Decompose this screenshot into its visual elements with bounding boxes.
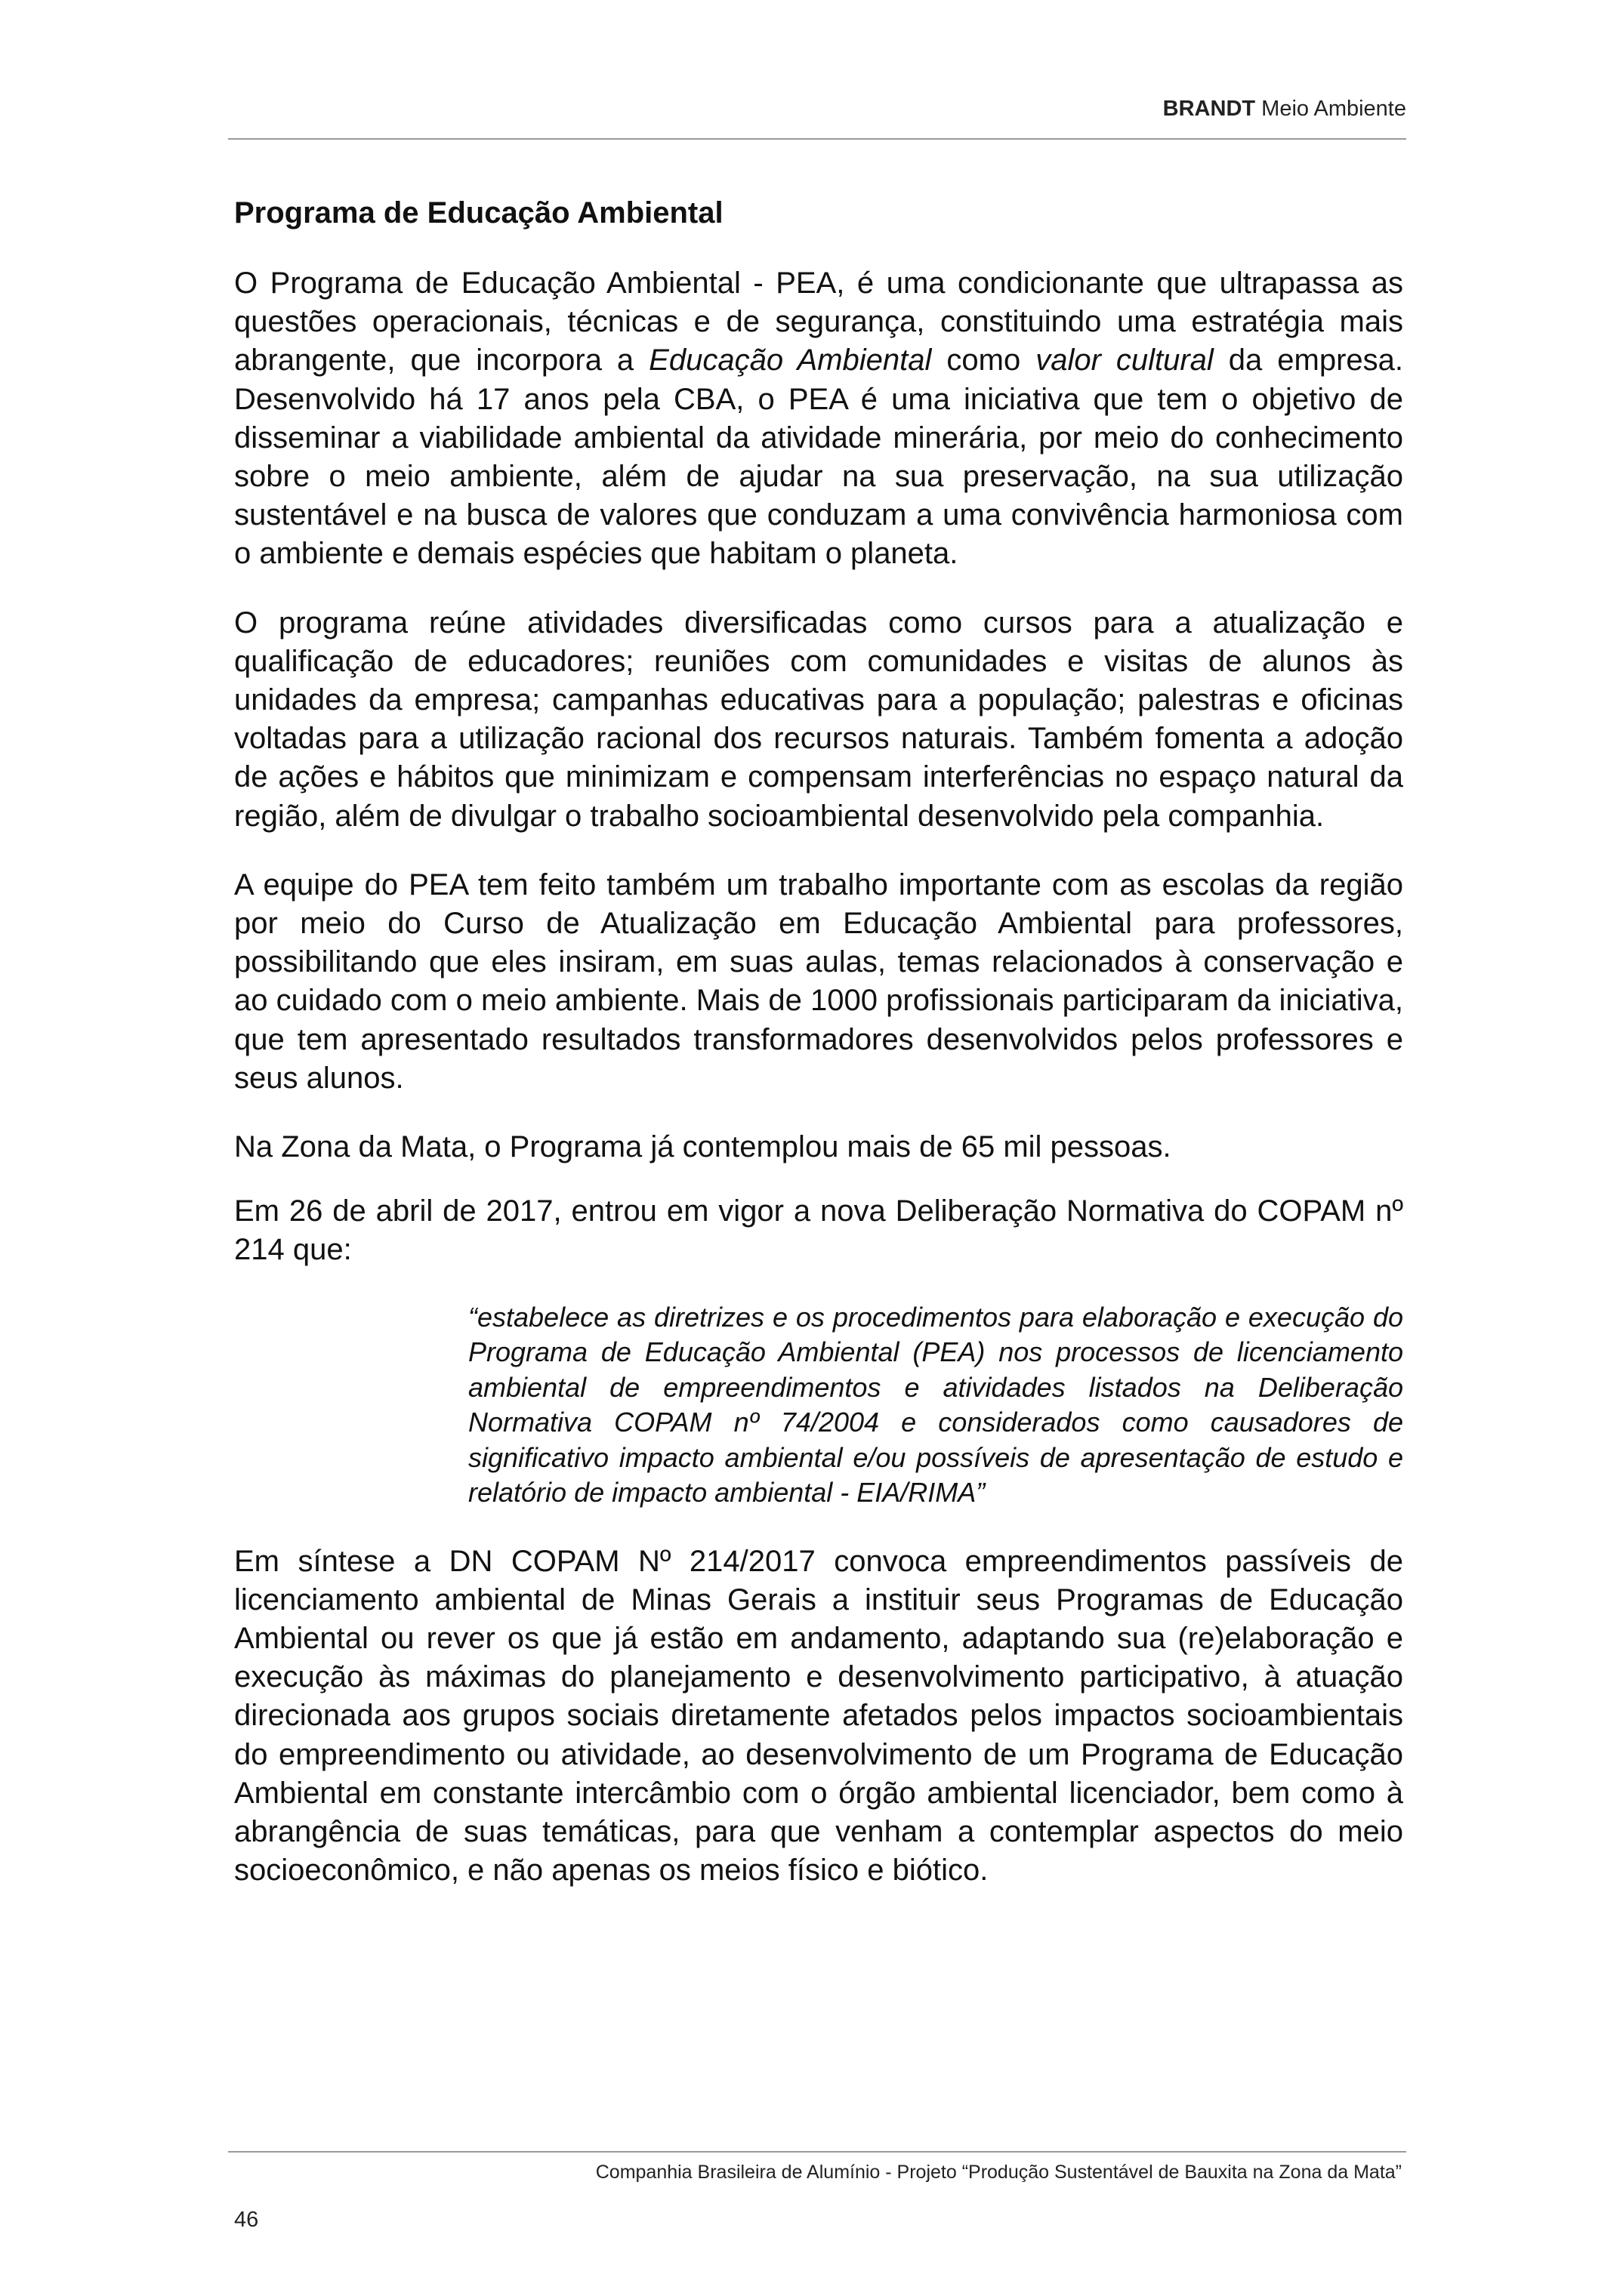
header-brand: BRANDT xyxy=(1162,97,1256,121)
emphasis-educacao-ambiental: Educação Ambiental xyxy=(649,344,932,378)
paragraph-team: A equipe do PEA tem feito também um trabalho importante com as escolas da região por meio do Curso de Atualização em Educação Ambiental para professores, possibilitando que eles insiram, em suas aulas, temas relacionados à conservação e ao cuidado com o meio ambiente. Mais de 1000 profissionais participaram da iniciativa, que tem apresentado resultados transformadores desenvolvidos pelos professores e seus alunos. xyxy=(234,868,1403,1095)
paragraph-intro xyxy=(234,264,1403,574)
page-header xyxy=(0,97,1406,122)
block-quote: “estabelece as diretrizes e os procedimentos para elaboração e execução do Programa de Educação Ambiental (PEA) nos processos de licenciamento ambiental de empreendimentos e atividades listados na Deliberação Normativa COPAM nº 74/2004 e considerados como causadores de significativo impacto ambiental e/ou possíveis de apresentação de estudo e relatório de impacto ambiental - EIA/RIMA” xyxy=(468,1301,1403,1509)
header-divider xyxy=(228,138,1406,140)
header-subtitle: Meio Ambiente xyxy=(1255,97,1406,121)
paragraph-deliberation: Em 26 de abril de 2017, entrou em vigor a nova Deliberação Normativa do COPAM nº 214 que: xyxy=(234,1194,1403,1267)
emphasis-valor-cultural: valor cultural xyxy=(1035,344,1214,378)
paragraph-activities: O programa reúne atividades diversificadas como cursos para a atualização e qualificação de educadores; reuniões com comunidades e visitas de alunos às unidades da empresa; campanhas educativas para a população; palestras e oficinas voltadas para a utilização racional dos recursos naturais. Também fomenta a adoção de ações e hábitos que minimizam e compensam interferências no espaço natural da região, além de divulgar o trabalho socioambiental desenvolvido pela companhia. xyxy=(234,606,1403,833)
paragraph-intro-part3: da empresa. Desenvolvido há 17 anos pela CBA, o PEA é uma iniciativa que tem o objetivo de disseminar a viabilidade ambiental da atividade minerária, por meio do conhecimento sobre o meio ambiente, além de ajudar na sua preservação, na sua utilização sustentável e na busca de valores que conduzam a uma convivência harmoniosa com o ambiente e demais espécies que habitam o planeta. xyxy=(234,344,1404,571)
page-content xyxy=(234,190,1403,1921)
paragraph-intro-part2: como xyxy=(931,344,1036,378)
section-title: Programa de Educação Ambiental xyxy=(234,196,724,230)
paragraph-zona-da-mata: Na Zona da Mata, o Programa já contemplou mais de 65 mil pessoas. xyxy=(234,1130,1171,1164)
footer-divider xyxy=(228,2151,1406,2153)
paragraph-synthesis: Em síntese a DN COPAM Nº 214/2017 convoca empreendimentos passíveis de licenciamento ambiental de Minas Gerais a instituir seus Programas de Educação Ambiental ou rever os que já estão em andamento, adaptando sua (re)elaboração e execução às máximas do planejamento e desenvolvimento participativo, à atuação direcionada aos grupos sociais diretamente afetados pelos impactos socioambientais do empreendimento ou atividade, ao desenvolvimento de um Programa de Educação Ambiental em constante intercâmbio com o órgão ambiental licenciador, bem como à abrangência de suas temáticas, para que venham a contemplar aspectos do meio socioeconômico, e não apenas os meios físico e biótico. xyxy=(234,1544,1403,1888)
paragraph-intro-part1: O Programa de Educação Ambiental - PEA, é uma condicionante que ultrapassa as questões operacionais, técnicas e de segurança, constituindo uma estratégia mais abrangente, que incorpora a xyxy=(234,267,1403,378)
footer-text: Companhia Brasileira de Alumínio - Projeto “Produção Sustentável de Bauxita na Zona da Mata” xyxy=(595,2162,1402,2183)
page-number: 46 xyxy=(234,2208,259,2232)
